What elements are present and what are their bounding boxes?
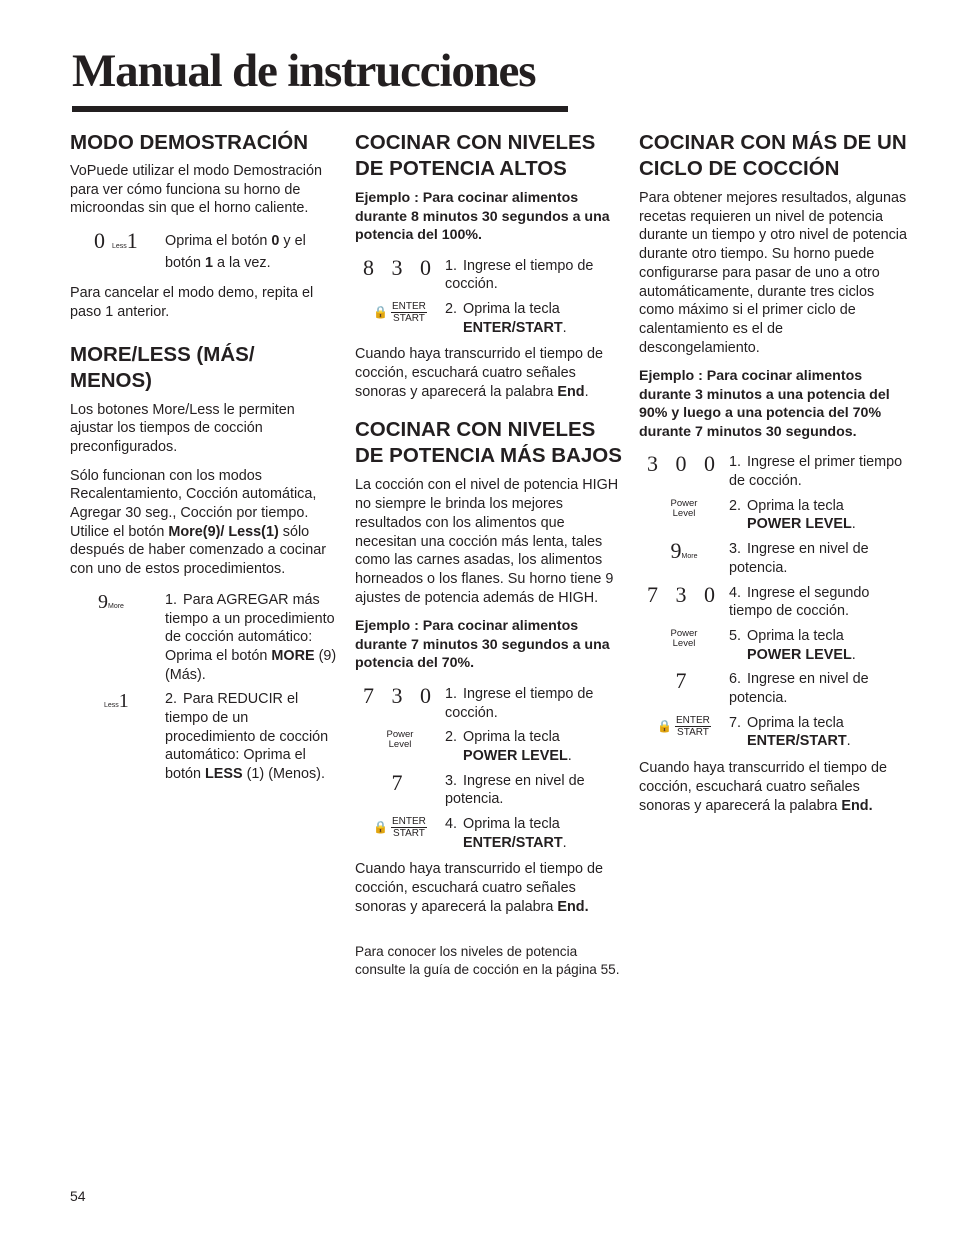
page-number: 54: [70, 1188, 86, 1204]
enter-start-key: 🔒 ENTER START: [373, 300, 426, 324]
moreless-p1: Los botones More/Less le permiten ajustar los tiempos de cocción preconfigurados.: [70, 401, 295, 455]
low-p1: La cocción con el nivel de potencia HIGH no siempre le brinda los mejores resultados con los alimentos que necesitan una cocción más lenta, tales como las carnes asadas, los alimentos horneados o los flanes. Su horno tiene 9 ajustes de potencia además de HIGH.: [355, 477, 619, 606]
section-multi: [639, 130, 907, 815]
column-2: [355, 130, 623, 990]
lock-icon: 🔒: [657, 718, 673, 733]
lock-icon: 🔒: [373, 820, 389, 835]
multi-step-4: 7 3 0 4. Ingrese el segundo tiempo de cocción.: [647, 581, 870, 620]
power-level-key: Power Level: [670, 627, 698, 649]
multi-heading: COCINAR CON MÁS DE UN CICLO DE COCCIÓN: [639, 131, 907, 180]
section-moreless: [70, 342, 338, 784]
high-step-2: 🔒 ENTER START 2. Oprima la tecla ENTER/START.: [373, 300, 567, 336]
low-done: Cuando haya transcurrido el tiempo de cocción, escuchará cuatro señales sonoras y aparecerá la palabra End.: [355, 861, 603, 915]
high-example: Ejemplo : Para cocinar alimentos durante 8 minutos 30 segundos a una potencia del 100%.: [355, 190, 610, 243]
multi-example: Ejemplo : Para cocinar alimentos durante 3 minutos a una potencia del 90% y luego a una potencia del 70% durante 7 minutos 30 segundos.: [639, 368, 890, 440]
demo-intro: VoPuede utilizar el modo Demostración para ver cómo funciona su horno de microondas sin que el horno caliente.: [70, 163, 322, 217]
more-key: 9More: [98, 590, 124, 613]
low-step-2: Power Level 2. Oprima la tecla POWER LEVEL.: [386, 729, 572, 764]
multi-step-2: Power Level 2. Oprima la tecla POWER LEVEL.: [670, 497, 856, 533]
moreless-step-1: 9More 1. Para AGREGAR más tiempo a un procedimiento de cocción automático: Oprima el botón MORE (9) (Más).: [70, 591, 338, 685]
high-step-1: 8 3 0 1. Ingrese el tiempo de cocción.: [363, 254, 594, 293]
section-high: [355, 130, 623, 401]
enter-start-key: 🔒 ENTER START: [657, 714, 710, 738]
multi-step-7: 🔒 ENTER START 7. Oprima la tecla ENTER/START.: [657, 714, 851, 750]
demo-cancel: Para cancelar el modo demo, repita el paso 1 anterior.: [70, 285, 314, 320]
low-step-4: 🔒 ENTER START 4. Oprima la tecla ENTER/START.: [373, 816, 567, 851]
demo-step-text: Oprima el botón 0 y el botón 1 a la vez.: [165, 233, 306, 272]
section-demo: [70, 130, 338, 322]
demo-step: [70, 230, 338, 274]
multi-step-1: 3 0 0 1. Ingrese el primer tiempo de cocción.: [647, 451, 903, 490]
low-note: Para conocer los niveles de potencia consulte la guía de cocción en la página 55.: [355, 943, 620, 978]
demo-heading: MODO DEMOSTRACIÓN: [70, 131, 309, 154]
low-heading: COCINAR CON NIVELES DE POTENCIA MÁS BAJOS: [355, 418, 622, 468]
high-done: Cuando haya transcurrido el tiempo de cocción, escuchará cuatro señales sonoras y aparecerá la palabra End.: [355, 346, 603, 400]
high-heading: COCINAR CON NIVELES DE POTENCIA ALTOS: [355, 131, 596, 180]
multi-step-3: 9More 3. Ingrese en nivel de potencia.: [670, 538, 869, 576]
multi-step-6: 7 6. Ingrese en nivel de potencia.: [675, 668, 869, 707]
low-step-3: 7 3. Ingrese en nivel de potencia.: [391, 769, 585, 808]
key-less-label: Less: [112, 243, 127, 251]
multi-p1: Para obtener mejores resultados, algunas recetas requieren un nivel de potencia durante un tiempo y otro nivel de potencia durante otro tiempo. Su horno puede configurarse para pasar de uno a otro automáticamente, durante tres ciclos como máximo si el primer ciclo de calentamiento es el de descongelamiento.: [639, 190, 907, 356]
power-level-key: Power Level: [386, 729, 414, 751]
enter-start-key: 🔒 ENTER START: [373, 816, 426, 840]
demo-keys: [70, 230, 165, 257]
key-digit-0: 0: [94, 228, 105, 254]
title-rule: [72, 106, 568, 112]
moreless-step-2: Less1 2. Para REDUCIR el tiempo de un procedimiento de cocción automático: Oprima el botón LESS (1) (Menos).: [70, 690, 338, 784]
section-low: [355, 417, 623, 979]
page-title: Manual de instrucciones: [72, 45, 536, 97]
low-step-1: 7 3 0 1. Ingrese el tiempo de cocción.: [363, 682, 594, 721]
power-level-key: Power Level: [670, 497, 698, 519]
multi-done: Cuando haya transcurrido el tiempo de cocción, escuchará cuatro señales sonoras y aparecerá la palabra End.: [639, 760, 887, 814]
column-3: [639, 130, 907, 825]
column-1: [70, 130, 338, 790]
key-digit-1: 1: [126, 228, 138, 254]
moreless-heading: MORE/LESS (MÁS/ MENOS): [70, 342, 255, 392]
low-example: Ejemplo : Para cocinar alimentos durante 7 minutos 30 segundos a una potencia del 70%.: [355, 618, 610, 672]
multi-step-5: Power Level 5. Oprima la tecla POWER LEVEL.: [670, 627, 856, 663]
less-key: Less1: [104, 690, 129, 713]
moreless-p2: Sólo funcionan con los modos Recalentamiento, Cocción automática, Agregar 30 seg., Cocción por tiempo. Utilice el botón More(9)/ Less(1) sólo después de haber comenzado a cocinar con uno de estos procedimientos.: [70, 467, 327, 578]
lock-icon: 🔒: [373, 305, 389, 320]
